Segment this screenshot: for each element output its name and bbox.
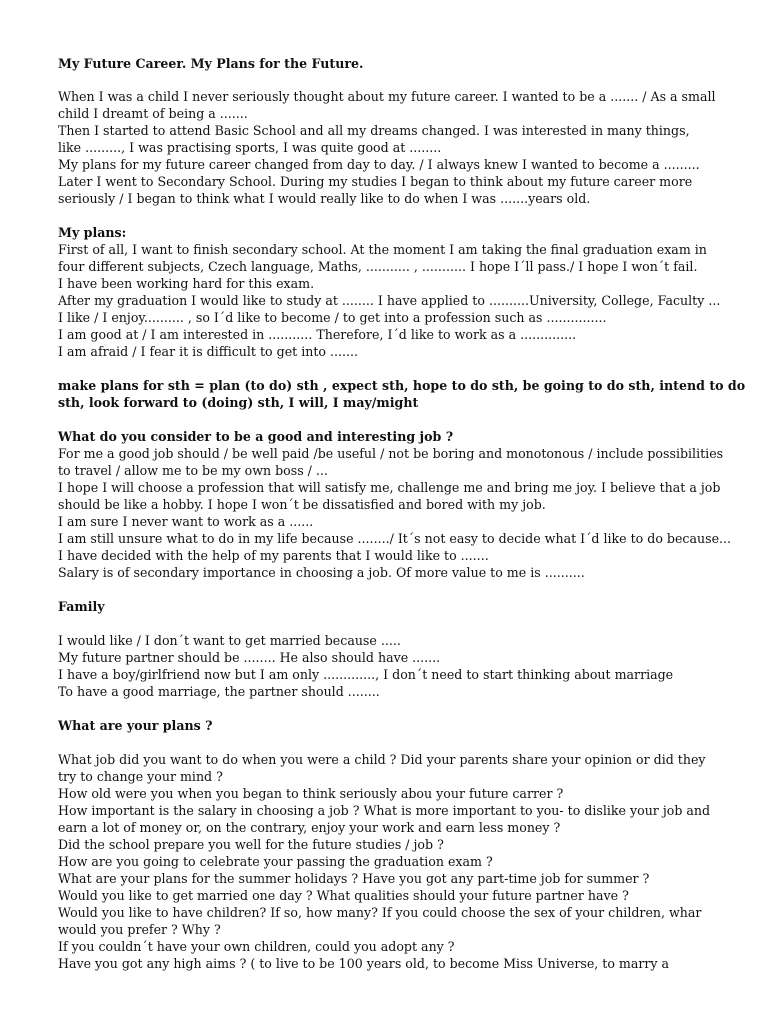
plans-line: I am afraid / I fear it is difficult to get into ....... [58, 344, 359, 359]
question-line: earn a lot of money or, on the contrary, enjoy your work and earn less money ? [58, 820, 561, 835]
job-line: I hope I will choose a profession that will satisfy me, challenge me and bring me joy. I believe that a job [58, 480, 721, 495]
intro-section [58, 88, 718, 207]
plans-line: First of all, I want to finish secondary school. At the moment I am taking the final graduation exam in [58, 242, 707, 257]
job-section [58, 428, 732, 581]
question-line: Would you like to have children? If so, how many? If you could choose the sex of your children, whar [58, 905, 702, 920]
family-line: I have a boy/girlfriend now but I am only ............., I don´t need to start thinking about marriage [58, 667, 674, 682]
family-line: To have a good marriage, the partner should ........ [58, 684, 380, 699]
family-line: I would like / I don´t want to get married because ..... [58, 633, 401, 648]
document-title: My Future Career. My Plans for the Future. [58, 56, 364, 71]
your-plans-heading: What are your plans ? [58, 718, 213, 733]
document-page [58, 55, 746, 972]
job-line: I am sure I never want to work as a ...... [58, 514, 314, 529]
question-line: How are you going to celebrate your passing the graduation exam ? [58, 854, 493, 869]
phrases-section [58, 377, 746, 411]
job-line: to travel / allow me to be my own boss / ... [58, 463, 328, 478]
job-line: I have decided with the help of my parents that I would like to ....... [58, 548, 489, 563]
plans-line: four different subjects, Czech language, Maths, ........... , ........... I hope I´ll pass./ I hope I won´t fail. [58, 259, 698, 274]
question-line: Have you got any high aims ? ( to live to be 100 years old, to become Miss Universe, to marry a [58, 956, 670, 971]
phrases-line: make plans for sth = plan (to do) sth , expect sth, hope to do sth, be going to do sth, intend to do [58, 378, 746, 393]
intro-line: When I was a child I never seriously thought about my future career. I wanted to be a ....... / As a small [58, 89, 716, 104]
intro-line: child I dreamt of being a ....... [58, 106, 248, 121]
phrases-line: sth, look forward to (doing) sth, I will, I may/might [58, 395, 419, 410]
job-heading: What do you consider to be a good and interesting job ? [58, 429, 454, 444]
question-line: try to change your mind ? [58, 769, 223, 784]
plans-line: After my graduation I would like to study at ........ I have applied to ..........University, College, Faculty ... [58, 293, 721, 308]
question-line: Did the school prepare you well for the future studies / job ? [58, 837, 444, 852]
question-line: How important is the salary in choosing a job ? What is more important to you- to dislike your job and [58, 803, 711, 818]
job-line: For me a good job should / be well paid /be useful / not be boring and monotonous / include possibilities [58, 446, 724, 461]
job-line: should be like a hobby. I hope I won´t be dissatisfied and bored with my job. [58, 497, 546, 512]
intro-line: Later I went to Secondary School. During my studies I began to think about my future career more [58, 174, 693, 189]
job-line: Salary is of secondary importance in choosing a job. Of more value to me is .......... [58, 565, 585, 580]
intro-line: seriously / I began to think what I would really like to do when I was .......years old. [58, 191, 591, 206]
family-line: My future partner should be ........ He also should have ....... [58, 650, 441, 665]
plans-line: I like / I enjoy.......... , so I´d like to become / to get into a profession such as ............... [58, 310, 607, 325]
plans-section [58, 224, 721, 360]
question-line: What are your plans for the summer holidays ? Have you got any part-time job for summer ? [58, 871, 650, 886]
family-section [58, 598, 718, 700]
intro-line: Then I started to attend Basic School and all my dreams changed. I was interested in many things, [58, 123, 690, 138]
plans-line: I am good at / I am interested in ........... Therefore, I´d like to work as a .............. [58, 327, 577, 342]
family-heading: Family [58, 599, 105, 614]
question-line: If you couldn´t have your own children, could you adopt any ? [58, 939, 455, 954]
job-line: I am still unsure what to do in my life because ......../ It´s not easy to decide what I´d like to do because... [58, 531, 732, 546]
question-line: would you prefer ? Why ? [58, 922, 221, 937]
questions-section [58, 717, 718, 972]
intro-line: like ........., I was practising sports, I was quite good at ........ [58, 140, 442, 155]
question-line: What job did you want to do when you were a child ? Did your parents share your opinion or did they [58, 752, 706, 767]
intro-line: My plans for my future career changed from day to day. / I always knew I wanted to become a ......... [58, 157, 700, 172]
plans-line: I have been working hard for this exam. [58, 276, 315, 291]
question-line: How old were you when you began to think seriously abou your future carrer ? [58, 786, 564, 801]
question-line: Would you like to get married one day ? What qualities should your future partner have ? [58, 888, 629, 903]
plans-heading: My plans: [58, 225, 127, 240]
